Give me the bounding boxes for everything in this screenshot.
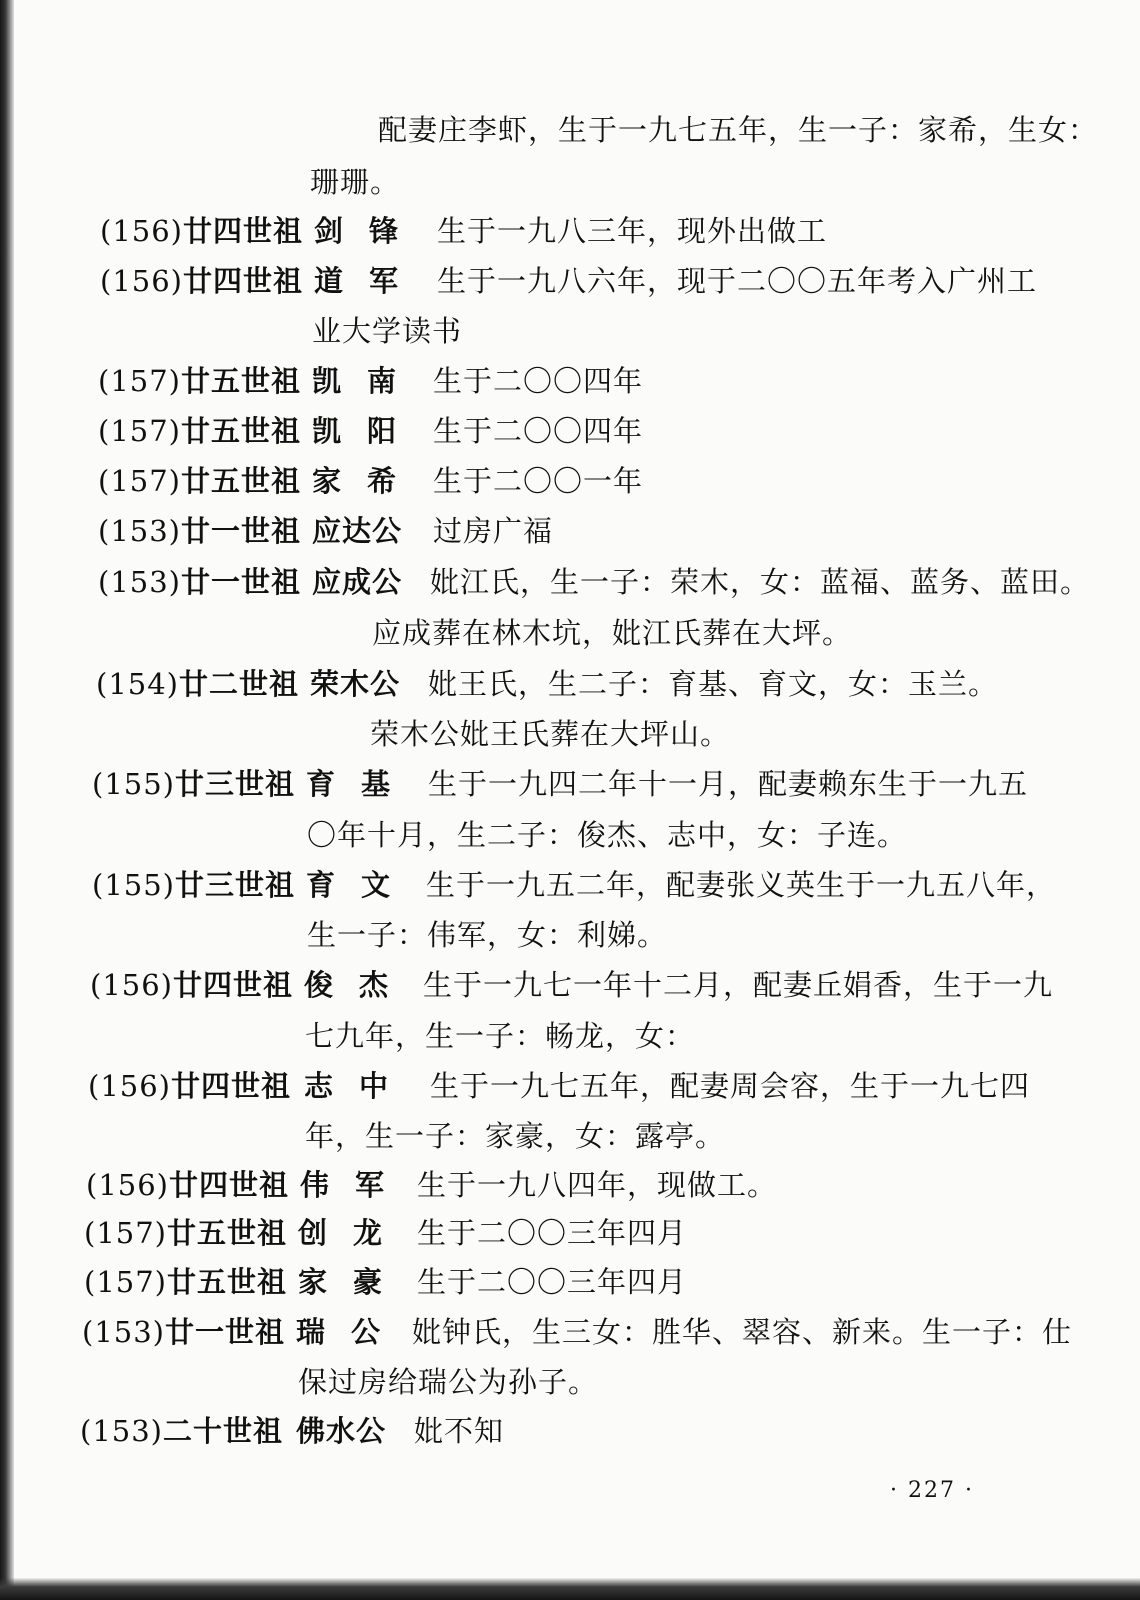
person-name: 剑锋: [314, 214, 425, 248]
entry-number: (156): [86, 1168, 169, 1202]
entry-row: [98, 361, 644, 401]
entry-number: (153): [82, 1315, 165, 1349]
generation-label: 廿五世祖: [166, 1265, 287, 1299]
continuation-line: 年，生一子：家豪，女：露亭。: [305, 1119, 726, 1153]
person-name: 家豪: [298, 1265, 409, 1299]
entry-description: 生于二〇〇四年: [433, 364, 644, 398]
entry-description: 生于二〇〇三年四月: [417, 1265, 688, 1299]
person-name: 应达公: [312, 514, 403, 548]
entry-number: (157): [98, 414, 181, 448]
entry-row: [98, 461, 644, 501]
entry-description: 生于一九八四年，现做工。: [417, 1168, 778, 1202]
entry-row: [84, 1262, 688, 1302]
generation-label: 廿一世祖: [180, 565, 301, 599]
entry-row: [100, 261, 1038, 301]
continuation-line: 业大学读书: [312, 314, 463, 348]
entry-row: [98, 511, 554, 551]
person-name: 俊杰: [304, 968, 415, 1002]
person-name: 创龙: [298, 1216, 409, 1250]
entry-description: 妣江氏，生一子：荣木，女：蓝福、蓝务、蓝田。: [430, 565, 1091, 599]
generation-label: 廿四世祖: [182, 264, 303, 298]
generation-label: 廿二世祖: [178, 667, 299, 701]
entry-row: [96, 664, 999, 704]
person-name: 家希: [312, 464, 423, 498]
entry-description: 生于二〇〇四年: [433, 414, 644, 448]
person-name: 道军: [314, 264, 425, 298]
entry-number: (156): [90, 968, 173, 1002]
entry-number: (153): [98, 514, 181, 548]
continuation-line: 保过房给瑞公为孙子。: [298, 1365, 599, 1399]
entry-row: [86, 1165, 778, 1205]
entry-description: 妣钟氏，生三女：胜华、翠容、新来。生一子：仕: [412, 1315, 1073, 1349]
person-name: 佛水公: [296, 1414, 387, 1448]
entry-row: [84, 1213, 688, 1253]
person-name: 荣木公: [310, 667, 401, 701]
entry-description: 妣不知: [414, 1414, 505, 1448]
entry-row: [88, 1066, 1031, 1106]
person-name: 志中: [304, 1069, 415, 1103]
person-name: 育文: [306, 868, 417, 902]
continuation-line: 〇年十月，生二子：俊杰、志中，女：子连。: [307, 818, 908, 852]
page-number: · 227 ·: [890, 1478, 974, 1503]
entry-number: (156): [100, 214, 183, 248]
entry-row: [92, 764, 1029, 804]
person-name: 凯南: [312, 364, 423, 398]
entry-number: (157): [98, 364, 181, 398]
entry-description: 生于二〇〇一年: [433, 464, 644, 498]
continuation-line: 应成葬在林木坑，妣江氏葬在大坪。: [372, 616, 853, 650]
continuation-line: 配妻庄李虾，生于一九七五年，生一子：家希，生女：: [378, 113, 1099, 147]
entry-description: 生于一九七五年，配妻周会容，生于一九七四: [430, 1069, 1031, 1103]
generation-label: 廿一世祖: [180, 514, 301, 548]
entry-number: (156): [88, 1069, 171, 1103]
entry-description: 生于一九五二年，配妻张义英生于一九五八年，: [426, 868, 1057, 902]
generation-label: 廿四世祖: [172, 968, 293, 1002]
entry-number: (153): [98, 565, 181, 599]
generation-label: 廿一世祖: [164, 1315, 285, 1349]
generation-label: 廿三世祖: [174, 767, 295, 801]
entry-number: (157): [98, 464, 181, 498]
entry-description: 生于一九四二年十一月，配妻赖东生于一九五: [428, 767, 1029, 801]
entry-row: [92, 865, 1057, 905]
entry-row: [98, 411, 644, 451]
entry-description: 生于一九八三年，现外出做工: [437, 214, 828, 248]
entry-description: 过房广福: [433, 514, 554, 548]
entry-number: (155): [92, 868, 175, 902]
entry-row: [82, 1312, 1073, 1352]
person-name: 伟军: [300, 1168, 411, 1202]
entry-number: (153): [80, 1414, 163, 1448]
entry-number: (154): [96, 667, 179, 701]
entry-description: 妣王氏，生二子：育基、育文，女：玉兰。: [428, 667, 999, 701]
entry-row: [90, 965, 1054, 1005]
generation-label: 廿四世祖: [168, 1168, 289, 1202]
entry-description: 生于一九七一年十二月，配妻丘娟香，生于一九: [423, 968, 1054, 1002]
entry-number: (157): [84, 1265, 167, 1299]
generation-label: 廿五世祖: [180, 464, 301, 498]
generation-label: 廿四世祖: [182, 214, 303, 248]
person-name: 瑞公: [296, 1315, 407, 1349]
continuation-line: 七九年，生一子：畅龙，女：: [305, 1019, 696, 1053]
generation-label: 廿三世祖: [174, 868, 295, 902]
entry-description: 生于二〇〇三年四月: [417, 1216, 688, 1250]
continuation-line: 珊珊。: [310, 165, 401, 199]
generation-label: 二十世祖: [162, 1414, 283, 1448]
entry-description: 生于一九八六年，现于二〇〇五年考入广州工: [437, 264, 1038, 298]
person-name: 育基: [306, 767, 417, 801]
generation-label: 廿五世祖: [180, 364, 301, 398]
entry-row: [100, 211, 828, 251]
entry-row: [80, 1411, 505, 1451]
generation-label: 廿四世祖: [170, 1069, 291, 1103]
person-name: 应成公: [312, 565, 403, 599]
generation-label: 廿五世祖: [166, 1216, 287, 1250]
entry-number: (157): [84, 1216, 167, 1250]
generation-label: 廿五世祖: [180, 414, 301, 448]
person-name: 凯阳: [312, 414, 423, 448]
continuation-line: 荣木公妣王氏葬在大坪山。: [370, 717, 731, 751]
entry-row: [98, 562, 1091, 602]
entry-number: (155): [92, 767, 175, 801]
continuation-line: 生一子：伟军，女：利娣。: [307, 918, 668, 952]
entry-number: (156): [100, 264, 183, 298]
